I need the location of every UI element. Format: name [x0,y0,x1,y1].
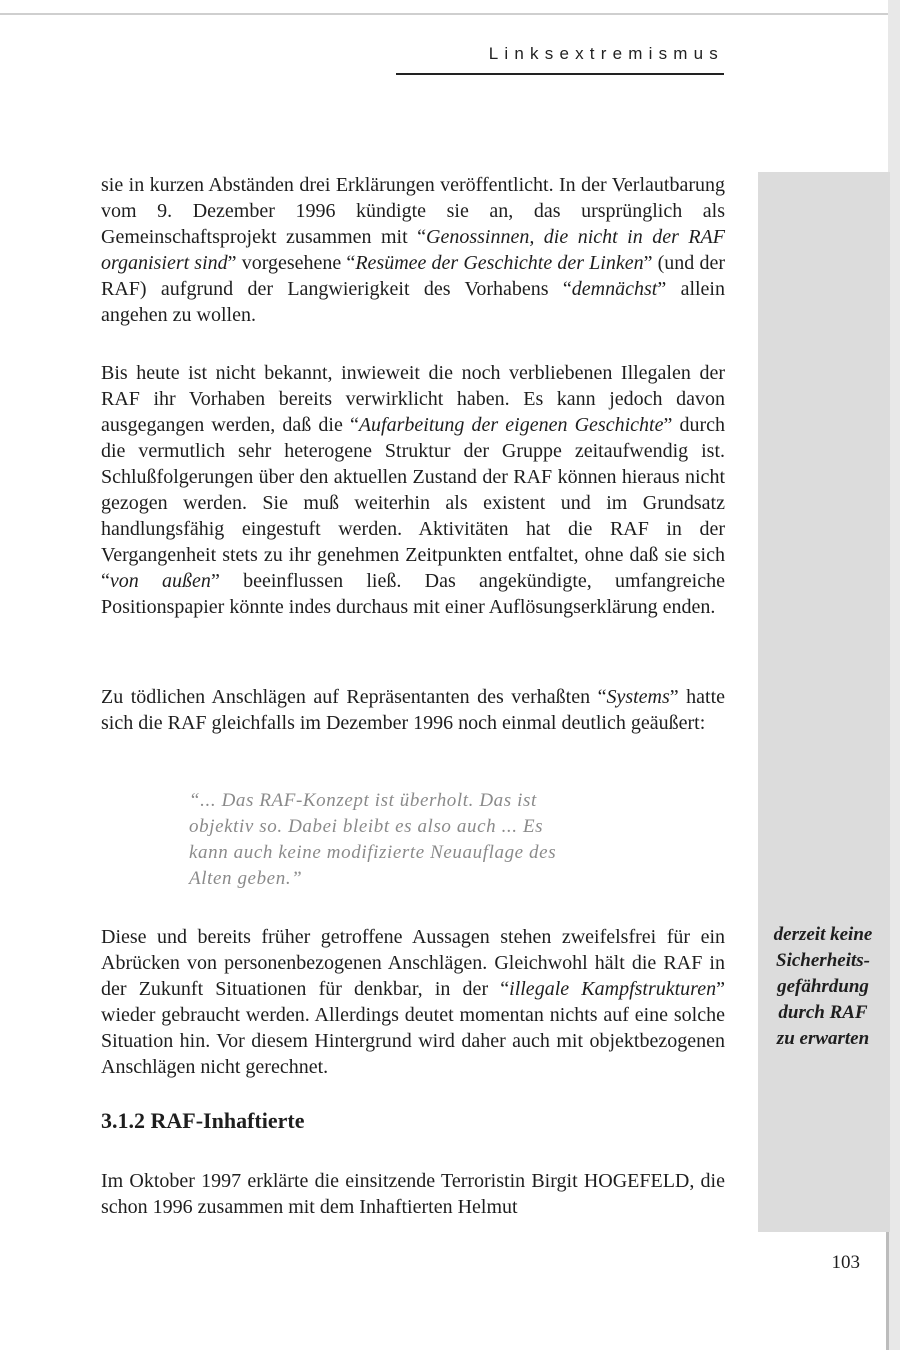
text-run: ” wieder gebraucht werden. Allerdings deutet momentan nichts auf eine solche Situation hin. Vor diesem Hintergrund wird daher auch mit objektbezogenen Anschlägen nicht gerechnet. [101,978,725,1078]
italic-phrase: Systems [606,686,670,708]
paragraph-3 [101,684,725,736]
margin-note-line: durch RAF [778,1002,868,1023]
section-heading: 3.1.2 RAF-Inhaftierte [101,1108,305,1133]
italic-phrase: Aufarbeitung der eigenen Geschichte [358,414,664,436]
italic-phrase: von außen [109,570,211,592]
margin-note-line: Sicherheits- [776,950,870,971]
text-run: ” hatte sich die RAF gleichfalls im Dezember 1996 noch einmal deutlich geäußert: [101,686,725,734]
text-run: ” beeinflussen ließ. Das angekündigte, umfangreiche Positionspapier könnte indes durchaus mit einer Auflösungserklärung enden. [101,570,725,618]
paragraph-2 [101,360,725,620]
text-run: Zu tödlichen Anschlägen auf Repräsentanten des verhaßten “ [101,686,607,708]
italic-phrase: Genossinnen, die nicht in der RAF organisiert sind [101,226,725,274]
page-number: 103 [831,1252,860,1273]
text-run: Diese und bereits früher getroffene Aussagen stehen zweifelsfrei für ein Abrücken von personenbezogenen Anschlägen. Gleichwohl hält die RAF in der Zukunft Situationen für denkbar, in der “ [101,926,725,1000]
text-run: ” vorgesehene “ [227,252,356,274]
margin-note-line: zu erwarten [776,1028,870,1049]
margin-note [763,922,883,1052]
text-run: sie in kurzen Abständen drei Erklärungen veröffentlicht. In der Verlautbarung vom 9. Dezember 1996 kündigte sie an, das ursprünglich als Gemeinschaftsprojekt zusammen mit “ [101,174,725,248]
italic-phrase: illegale Kampfstrukturen [509,978,717,1000]
text-run: Im Oktober 1997 erklärte die einsitzende Terroristin Birgit HOGEFELD, die schon 1996 zusammen mit dem Inhaftierten Helmut [101,1170,725,1218]
running-header: Linksextremismus [396,44,724,75]
margin-note-line: gefährdung [777,976,869,997]
paragraph-5 [101,1168,725,1220]
paragraph-1 [101,172,725,328]
margin-sidebar-band [758,172,890,1232]
paragraph-4 [101,924,725,1080]
text-run: ” allein angehen zu wollen. [101,278,725,326]
margin-note-line: derzeit keine [773,924,873,945]
top-scan-border [0,13,900,15]
text-run: Bis heute ist nicht bekannt, inwieweit die noch verbliebenen Illegalen der RAF ihr Vorhaben bereits verwirklicht haben. Es kann jedoch davon ausgegangen werden, daß die “ [101,362,725,436]
text-run: ” (und der RAF) aufgrund der Langwierigkeit des Vorhabens “ [101,252,725,300]
text-run: ” durch die vermutlich sehr heterogene Struktur der Gruppe zeitaufwendig ist. Schlußfolgerungen über den aktuellen Zustand der RAF können hieraus nicht gezogen werden. Sie muß weiterhin als existent und im Grundsatz handlungsfähig eingestuft werden. Aktivitäten hat die RAF in der Vergangenheit stets zu ihr genehmen Zeitpunkten entfaltet, ohne daß sie sich “ [101,414,725,592]
italic-phrase: demnächst [571,278,658,300]
block-quote: “... Das RAF-Konzept ist überholt. Das ist objektiv so. Dabei bleibt es also auch ... Es kann auch keine modifizierte Neuauflage des Alten geben.” [189,790,557,889]
italic-phrase: Resümee der Geschichte der Linken [355,252,644,274]
